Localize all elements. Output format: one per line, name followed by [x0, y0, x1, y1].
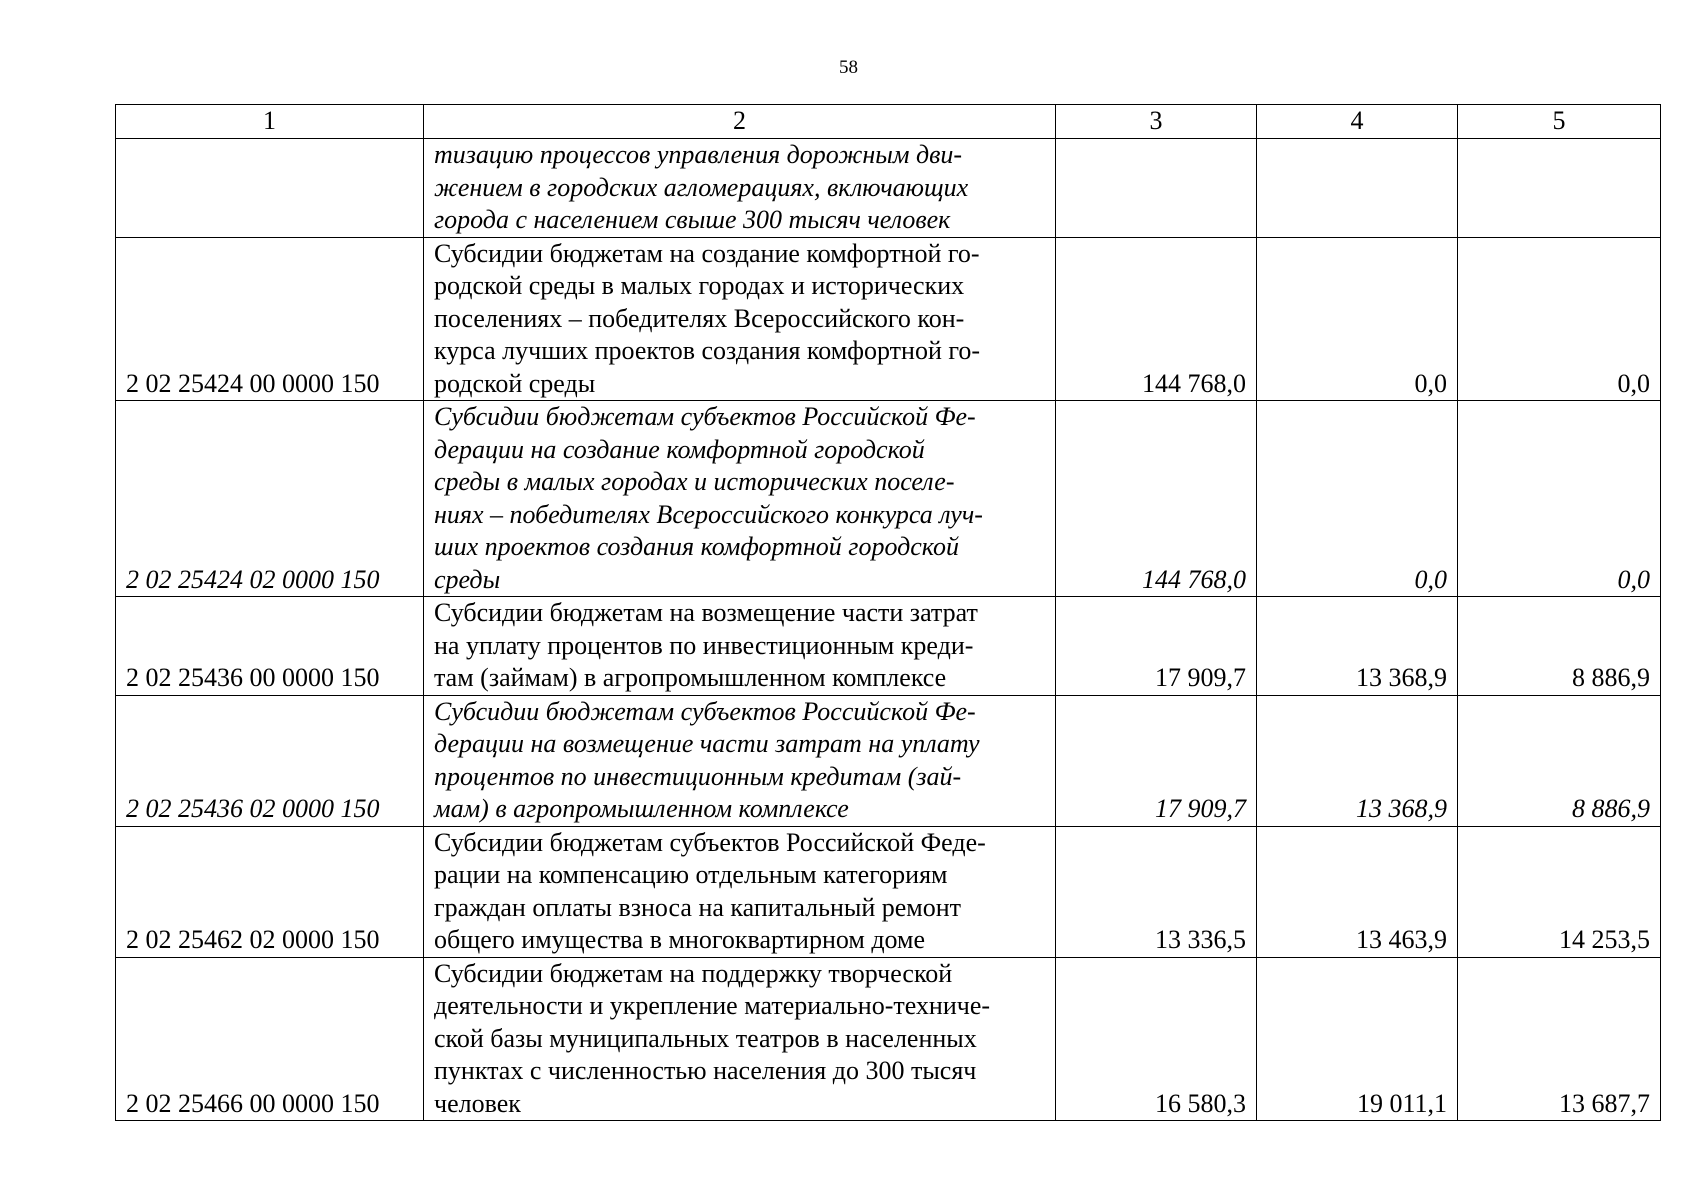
description-line: жением в городских агломерациях, включающих: [434, 172, 969, 202]
amount-cell-col4: 0,0: [1257, 401, 1458, 597]
table-row: [116, 957, 1661, 1121]
description-line: рации на компенсацию отдельным категориям: [434, 860, 948, 889]
description-line: Субсидии бюджетам на создание комфортной го-: [434, 238, 980, 268]
table-header-row: [116, 105, 1661, 139]
amount-cell-col4: 13 463,9: [1257, 826, 1458, 957]
description-line: Субсидии бюджетам субъектов Российской Фе-: [434, 402, 976, 431]
amount-cell-col4: 0,0: [1257, 237, 1458, 401]
amount-cell-col5: 0,0: [1458, 237, 1661, 401]
amount-cell-col4: 13 368,9: [1257, 695, 1458, 826]
column-header-4: 4: [1257, 105, 1458, 139]
description-cell: [424, 826, 1056, 957]
amount-cell-col4: 19 011,1: [1257, 957, 1458, 1121]
description-line: среды в малых городах и исторических поселе-: [434, 467, 955, 496]
description-line: Субсидии бюджетам субъектов Российской Феде-: [434, 827, 986, 857]
amount-cell-col5: [1458, 139, 1661, 238]
budget-code-cell: 2 02 25462 02 0000 150: [116, 826, 424, 957]
description-line: на уплату процентов по инвестиционным креди-: [434, 630, 974, 660]
column-header-5: 5: [1458, 105, 1661, 139]
amount-cell-col4: [1257, 139, 1458, 238]
amount-cell-col3: 17 909,7: [1056, 695, 1257, 826]
description-line: дерации на создание комфортной городской: [434, 434, 925, 464]
column-header-3: 3: [1056, 105, 1257, 139]
budget-code-cell: 2 02 25466 00 0000 150: [116, 957, 424, 1121]
description-line: тизацию процессов управления дорожным дви-: [434, 140, 963, 169]
amount-cell-col5: 8 886,9: [1458, 597, 1661, 696]
amount-cell-col5: 14 253,5: [1458, 826, 1661, 957]
table-body: [116, 139, 1661, 1121]
amount-cell-col3: 144 768,0: [1056, 401, 1257, 597]
amount-cell-col3: 16 580,3: [1056, 957, 1257, 1121]
description-line: там (займам) в агропромышленном комплексе: [434, 663, 947, 692]
description-line: пунктах с численностью населения до 300 тысяч: [434, 1056, 977, 1085]
description-line: города с населением свыше 300 тысяч человек: [434, 205, 951, 234]
budget-code-cell: [116, 139, 424, 238]
description-line: родской среды: [434, 368, 596, 398]
description-line: граждан оплаты взноса на капитальный ремонт: [434, 892, 962, 922]
table-row: [116, 237, 1661, 401]
budget-code-cell: 2 02 25436 00 0000 150: [116, 597, 424, 696]
description-line: общего имущества в многоквартирном доме: [434, 925, 926, 954]
page-number: 58: [839, 57, 858, 78]
column-header-1: 1: [116, 105, 424, 139]
budget-code-cell: 2 02 25436 02 0000 150: [116, 695, 424, 826]
amount-cell-col5: 8 886,9: [1458, 695, 1661, 826]
description-line: Субсидии бюджетам субъектов Российской Фе-: [434, 696, 976, 726]
table-row: [116, 826, 1661, 957]
description-cell: [424, 401, 1056, 597]
description-line: курса лучших проектов создания комфортной го-: [434, 336, 981, 365]
table-row: [116, 695, 1661, 826]
budget-code-cell: 2 02 25424 02 0000 150: [116, 401, 424, 597]
description-line: дерации на возмещение части затрат на уплату: [434, 729, 980, 758]
description-line: Субсидии бюджетам на поддержку творческой: [434, 958, 953, 988]
column-header-2: 2: [424, 105, 1056, 139]
description-cell: [424, 957, 1056, 1121]
table-row: [116, 401, 1661, 597]
description-line: родской среды в малых городах и исторических: [434, 271, 965, 300]
description-line: среды: [434, 564, 501, 594]
amount-cell-col4: 13 368,9: [1257, 597, 1458, 696]
amount-cell-col3: 13 336,5: [1056, 826, 1257, 957]
amount-cell-col3: [1056, 139, 1257, 238]
description-line: процентов по инвестиционным кредитам (зай-: [434, 761, 962, 791]
table-row: [116, 597, 1661, 696]
description-cell: [424, 597, 1056, 696]
amount-cell-col5: 0,0: [1458, 401, 1661, 597]
table-row: [116, 139, 1661, 238]
description-cell: [424, 237, 1056, 401]
description-cell: [424, 139, 1056, 238]
amount-cell-col3: 144 768,0: [1056, 237, 1257, 401]
budget-code-cell: 2 02 25424 00 0000 150: [116, 237, 424, 401]
amount-cell-col3: 17 909,7: [1056, 597, 1257, 696]
description-line: человек: [434, 1088, 521, 1118]
description-line: поселениях – победителях Всероссийского кон-: [434, 303, 965, 333]
description-line: Субсидии бюджетам на возмещение части затрат: [434, 598, 978, 627]
description-cell: [424, 695, 1056, 826]
description-line: мам) в агропромышленном комплексе: [434, 794, 849, 823]
budget-table: [115, 104, 1661, 1121]
description-line: ших проектов создания комфортной городской: [434, 532, 959, 561]
description-line: ской базы муниципальных театров в населенных: [434, 1023, 977, 1053]
description-line: ниях – победителях Всероссийского конкурса луч-: [434, 499, 983, 529]
description-line: деятельности и укрепление материально-техниче-: [434, 991, 991, 1020]
amount-cell-col5: 13 687,7: [1458, 957, 1661, 1121]
